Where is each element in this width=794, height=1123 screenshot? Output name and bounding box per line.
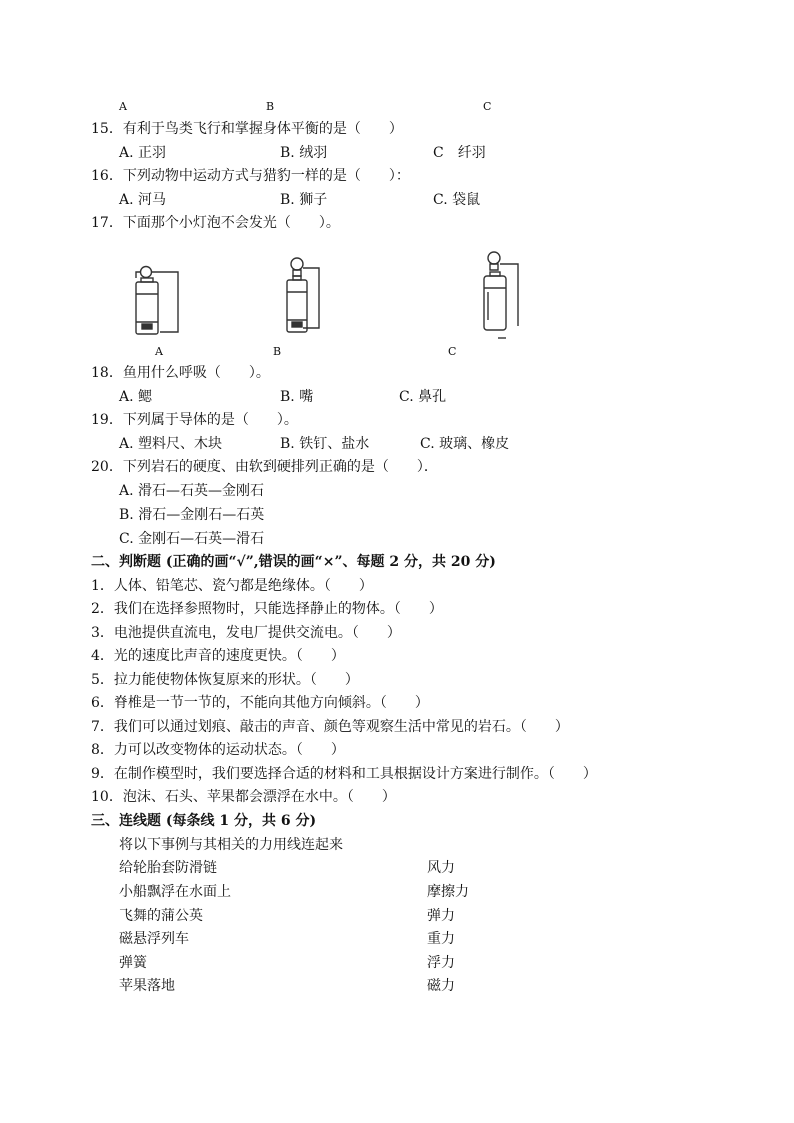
q16-option-b: B. 狮子 xyxy=(280,192,328,208)
section-3-instruction: 将以下事例与其相关的力用线连起来 xyxy=(119,837,343,853)
section-3-title: 三、连线题 (每条线 1 分，共 6 分) xyxy=(91,813,317,829)
judge-item: 2．我们在选择参照物时，只能选择静止的物体。（ ） xyxy=(91,601,443,617)
match-right-item: 磁力 xyxy=(427,978,455,994)
q17-label-b: B xyxy=(273,345,282,358)
judge-item: 3．电池提供直流电，发电厂提供交流电。（ ） xyxy=(91,625,401,641)
judge-item: 8．力可以改变物体的运动状态。（ ） xyxy=(91,742,345,758)
match-right-item: 浮力 xyxy=(427,955,455,971)
circuit-c-figure xyxy=(478,248,526,344)
match-left-item: 飞舞的蒲公英 xyxy=(119,908,203,924)
match-left-item: 磁悬浮列车 xyxy=(119,931,189,947)
q17-label-a: A xyxy=(155,345,163,358)
q18-stem: 18．鱼用什么呼吸（ ）。 xyxy=(91,365,270,381)
q15-option-b: B. 绒羽 xyxy=(280,145,328,161)
q18-option-a: A. 鳃 xyxy=(119,389,153,405)
judge-item: 4．光的速度比声音的速度更快。（ ） xyxy=(91,648,345,664)
judge-item: 1．人体、铅笔芯、瓷勺都是绝缘体。（ ） xyxy=(91,578,373,594)
section-2-title: 二、判断题 (正确的画“√”,错误的画“×”、每题 2 分，共 20 分) xyxy=(91,554,496,570)
q14-label-a: A xyxy=(119,100,127,113)
judge-item: 9．在制作模型时，我们要选择合适的材料和工具根据设计方案进行制作。（ ） xyxy=(91,766,597,782)
q16-option-c: C. 袋鼠 xyxy=(433,192,481,208)
match-left-item: 苹果落地 xyxy=(119,978,175,994)
q19-option-b: B. 铁钉、盐水 xyxy=(280,436,370,452)
q20-option-c: C. 金刚石—石英—滑石 xyxy=(119,531,265,547)
match-left-item: 小船飘浮在水面上 xyxy=(119,884,231,900)
judge-item: 5．拉力能使物体恢复原来的形状。（ ） xyxy=(91,672,359,688)
q20-stem: 20．下列岩石的硬度、由软到硬排列正确的是（ ）． xyxy=(91,459,438,475)
q14-label-b: B xyxy=(266,100,275,113)
judge-item: 10．泡沫、石头、苹果都会漂浮在水中。（ ） xyxy=(91,789,396,805)
q14-label-c: C xyxy=(483,100,492,113)
match-right-item: 重力 xyxy=(427,931,455,947)
match-left-item: 给轮胎套防滑链 xyxy=(119,860,217,876)
q15-option-a: A. 正羽 xyxy=(119,145,167,161)
match-right-item: 风力 xyxy=(427,860,455,876)
q18-option-c: C. 鼻孔 xyxy=(399,389,447,405)
q20-option-a: A. 滑石—石英—金刚石 xyxy=(119,483,265,499)
q15-stem: 15．有利于鸟类飞行和掌握身体平衡的是（ ） xyxy=(91,121,403,137)
judge-item: 7．我们可以通过划痕、敲击的声音、颜色等观察生活中常见的岩石。（ ） xyxy=(91,719,569,735)
match-right-item: 摩擦力 xyxy=(427,884,469,900)
circuit-b-figure xyxy=(284,256,334,344)
q16-stem: 16．下列动物中运动方式与猎豹一样的是（ ）： xyxy=(91,168,410,184)
match-right-item: 弹力 xyxy=(427,908,455,924)
circuit-a-figure xyxy=(128,262,188,344)
q16-option-a: A. 河马 xyxy=(119,192,167,208)
q19-option-a: A. 塑料尺、木块 xyxy=(119,436,223,452)
judge-item: 6．脊椎是一节一节的，不能向其他方向倾斜。（ ） xyxy=(91,695,429,711)
q19-option-c: C. 玻璃、橡皮 xyxy=(420,436,510,452)
q18-option-b: B. 嘴 xyxy=(280,389,314,405)
match-left-item: 弹簧 xyxy=(119,955,147,971)
q19-stem: 19．下列属于导体的是（ ）。 xyxy=(91,412,298,428)
q17-label-c: C xyxy=(448,345,457,358)
q20-option-b: B. 滑石—金刚石—石英 xyxy=(119,507,265,523)
q17-stem: 17．下面那个小灯泡不会发光（ ）。 xyxy=(91,215,340,231)
q15-option-c: C 纤羽 xyxy=(433,145,486,161)
